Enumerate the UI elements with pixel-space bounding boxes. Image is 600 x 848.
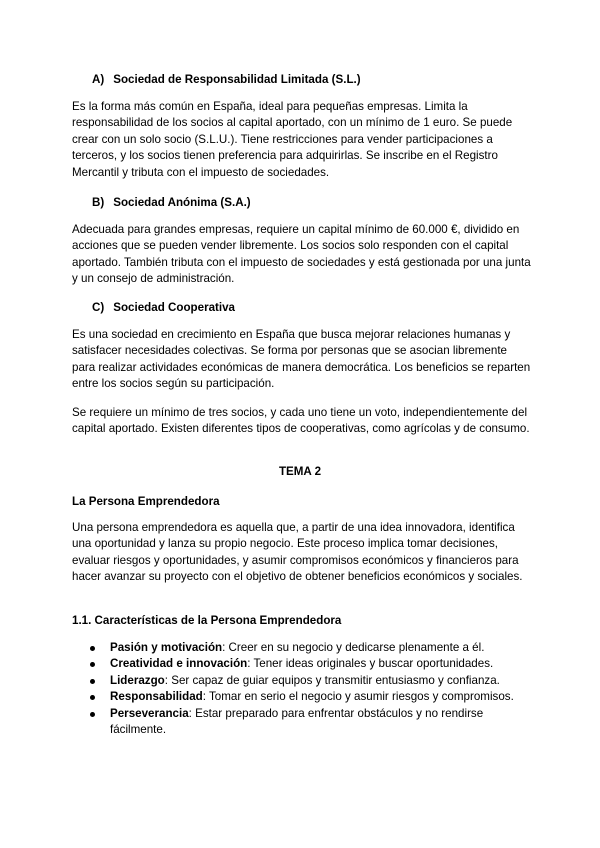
section-b-letter: B) xyxy=(92,196,105,209)
section-b-title: Sociedad Anónima (S.A.) xyxy=(113,196,251,209)
list-item xyxy=(90,673,530,689)
bullet-icon xyxy=(90,662,95,667)
section-c-heading xyxy=(92,300,235,316)
section-c-paragraph-2: Se requiere un mínimo de tres socios, y cada uno tiene un voto, independientemente del capital aportado. Existen diferentes tipos de cooperativas, como agrícolas y de consumo. xyxy=(72,406,530,436)
list-item-desc: : Estar preparado para enfrentar obstáculos y no rendirse fácilmente. xyxy=(110,706,484,737)
section-c-paragraph-1: Es una sociedad en crecimiento en España que busca mejorar relaciones humanas y satisfacer necesidades colectivas. Se forma por personas que se asocian libremente para realizar actividades económicas de manera democrática. Los beneficios se reparten entre los socios según su participación. xyxy=(72,328,531,391)
list-item-term: Pasión y motivación xyxy=(110,641,223,654)
list-item-term: Responsabilidad xyxy=(110,690,203,704)
section-b-heading xyxy=(92,195,251,211)
section-b-paragraph: Adecuada para grandes empresas, requiere un capital mínimo de 60.000 €, dividido en acciones que se pueden vender libremente. Los socios solo responden con el capital aportado. También tributa con el impuesto de sociedades y está gestionada por una junta y un consejo de administración. xyxy=(72,223,531,286)
list-item xyxy=(90,706,530,739)
list-item-term: Creatividad e innovación xyxy=(110,657,248,671)
tema-heading: La Persona Emprendedora xyxy=(72,495,220,508)
list-item xyxy=(90,640,530,656)
list-item-term: Perseverancia xyxy=(110,706,189,720)
caracteristicas-list xyxy=(90,640,530,738)
section-a-letter: A) xyxy=(92,73,105,86)
tema-paragraph: Una persona emprendedora es aquella que, a partir de una idea innovadora, identifica una oportunidad y lanza su propio negocio. Este proceso implica tomar decisiones, evaluar riesgos y oportunidades, y asumir compromisos económicos y financieros para hacer avanzar su proyecto con el objetivo de obtener beneficios económicos y sociales. xyxy=(72,521,523,584)
section-a-heading xyxy=(92,72,361,88)
section-c-title: Sociedad Cooperativa xyxy=(113,301,236,314)
list-item xyxy=(90,689,530,705)
list-item-desc: : Ser capaz de guiar equipos y transmitir entusiasmo y confianza. xyxy=(164,673,500,687)
list-item-term: Liderazgo xyxy=(110,673,165,687)
bullet-icon xyxy=(90,712,95,717)
section-c-letter: C) xyxy=(92,301,105,314)
bullet-icon xyxy=(90,646,95,651)
section-a-title: Sociedad de Responsabilidad Limitada (S.L.) xyxy=(113,73,361,86)
tema-title: TEMA 2 xyxy=(278,465,322,478)
list-item-desc: : Tomar en serio el negocio y asumir riesgos y compromisos. xyxy=(202,690,514,704)
list-item xyxy=(90,656,530,672)
caracteristicas-heading: 1.1. Características de la Persona Emprendedora xyxy=(72,614,342,627)
list-item-desc: : Tener ideas originales y buscar oportunidades. xyxy=(247,657,494,671)
bullet-icon xyxy=(90,695,95,700)
bullet-icon xyxy=(90,679,95,684)
section-a-paragraph: Es la forma más común en España, ideal para pequeñas empresas. Limita la responsabilidad de los socios al capital aportado, con un mínimo de 1 euro. Se puede crear con un solo socio (S.L.U.). Tiene restricciones para vender participaciones a terceros, y los socios tienen preferencia para adquirirlas. Se inscribe en el Registro Mercantil y tributa con el impuesto de sociedades. xyxy=(72,100,513,179)
list-item-desc: : Creer en su negocio y dedicarse plenamente a él. xyxy=(222,641,485,654)
